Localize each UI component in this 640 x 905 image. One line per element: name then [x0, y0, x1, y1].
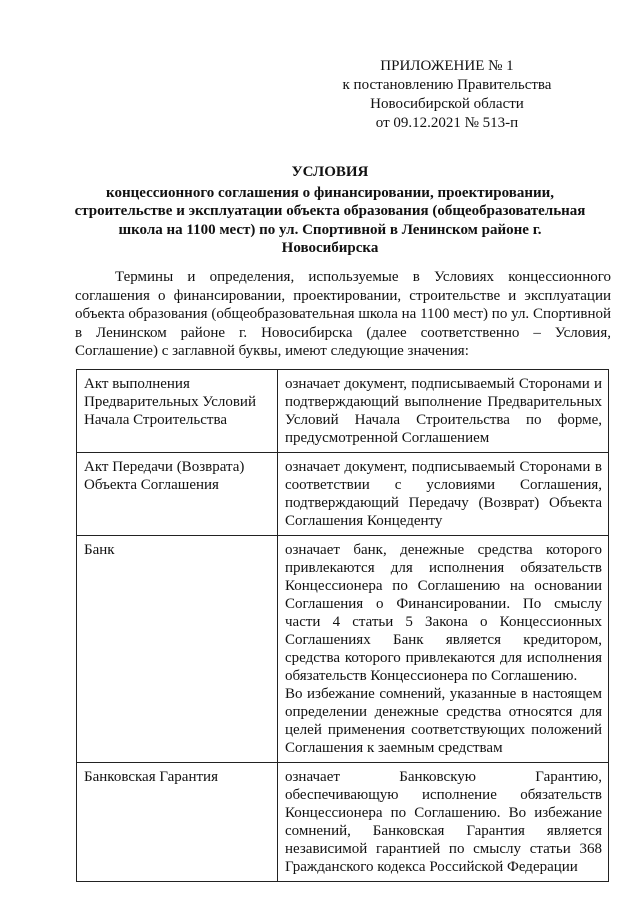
appendix-line-3: Новосибирской области: [370, 96, 524, 112]
definition-cell: [278, 370, 609, 453]
term-cell: Акт выполнения Предварительных Условий Начала Строительства: [77, 370, 278, 453]
term-cell: Акт Передачи (Возврата) Объекта Соглашения: [77, 453, 278, 536]
title-heading: УСЛОВИЯ: [291, 164, 369, 180]
appendix-line-1: ПРИЛОЖЕНИЕ № 1: [380, 58, 514, 74]
table-row: [77, 763, 609, 882]
definition-cell: [278, 453, 609, 536]
definition-cell: [278, 536, 609, 763]
definition-text: означает Банковскую Гарантию, обеспечивающую исполнение обязательств Концессионера по Соглашению. Во избежание сомнений, Банковская Гарантия является независимой гарантией по смыслу статьи 368 Гражданского кодекса Российской Федерации: [285, 769, 602, 875]
table-row: [77, 536, 609, 763]
intro-paragraph: Термины и определения, используемые в Условиях концессионного соглашения о финансировании, проектировании, строительстве и эксплуатации объекта образования (общеобразовательная школа на 1100 мест) по ул. Спортивной в Ленинском районе г. Новосибирска (далее соответственно – Условия, Соглашение) с заглавной буквы, имеют следующие значения:: [75, 269, 611, 360]
term-cell: Банковская Гарантия: [77, 763, 278, 882]
title-line-2: строительстве и эксплуатации объекта образования (общеобразовательная: [74, 203, 586, 219]
definition-text: означает документ, подписываемый Сторонами в соответствии с условиями Соглашения, подтверждающий Передачу (Возврат) Объекта Соглашения Концеденту: [285, 459, 602, 529]
table-row: [77, 370, 609, 453]
appendix-line-4: от 09.12.2021 № 513-п: [375, 115, 519, 131]
appendix-header: [317, 57, 577, 133]
definition-cell: [278, 763, 609, 882]
term-cell: Банк: [77, 536, 278, 763]
definition-text: Во избежание сомнений, указанные в настоящем определении денежные средства относятся для целей применения соответствующих положений Соглашения к заемным средствам: [285, 686, 602, 756]
document-title: [70, 163, 590, 258]
terms-table: [76, 369, 609, 882]
appendix-line-2: к постановлению Правительства: [342, 77, 552, 93]
title-line-1: концессионного соглашения о финансировании, проектировании,: [106, 184, 554, 201]
definition-text: означает документ, подписываемый Сторонами и подтверждающий выполнение Предварительных Условий Начала Строительства по форме, предусмотренной Соглашением: [285, 376, 602, 446]
definition-text: означает банк, денежные средства которого привлекаются для исполнения обязательств Концессионера по Соглашению на основании Соглашения о Финансировании. По смыслу части 4 статьи 5 Закона о Концессионных Соглашениях Банк является кредитором, средства которого привлекаются для исполнения обязательств Концессионера по Соглашению.: [285, 542, 602, 684]
title-line-3: школа на 1100 мест) по ул. Спортивной в Ленинском районе г. Новосибирска: [118, 221, 542, 256]
table-row: [77, 453, 609, 536]
